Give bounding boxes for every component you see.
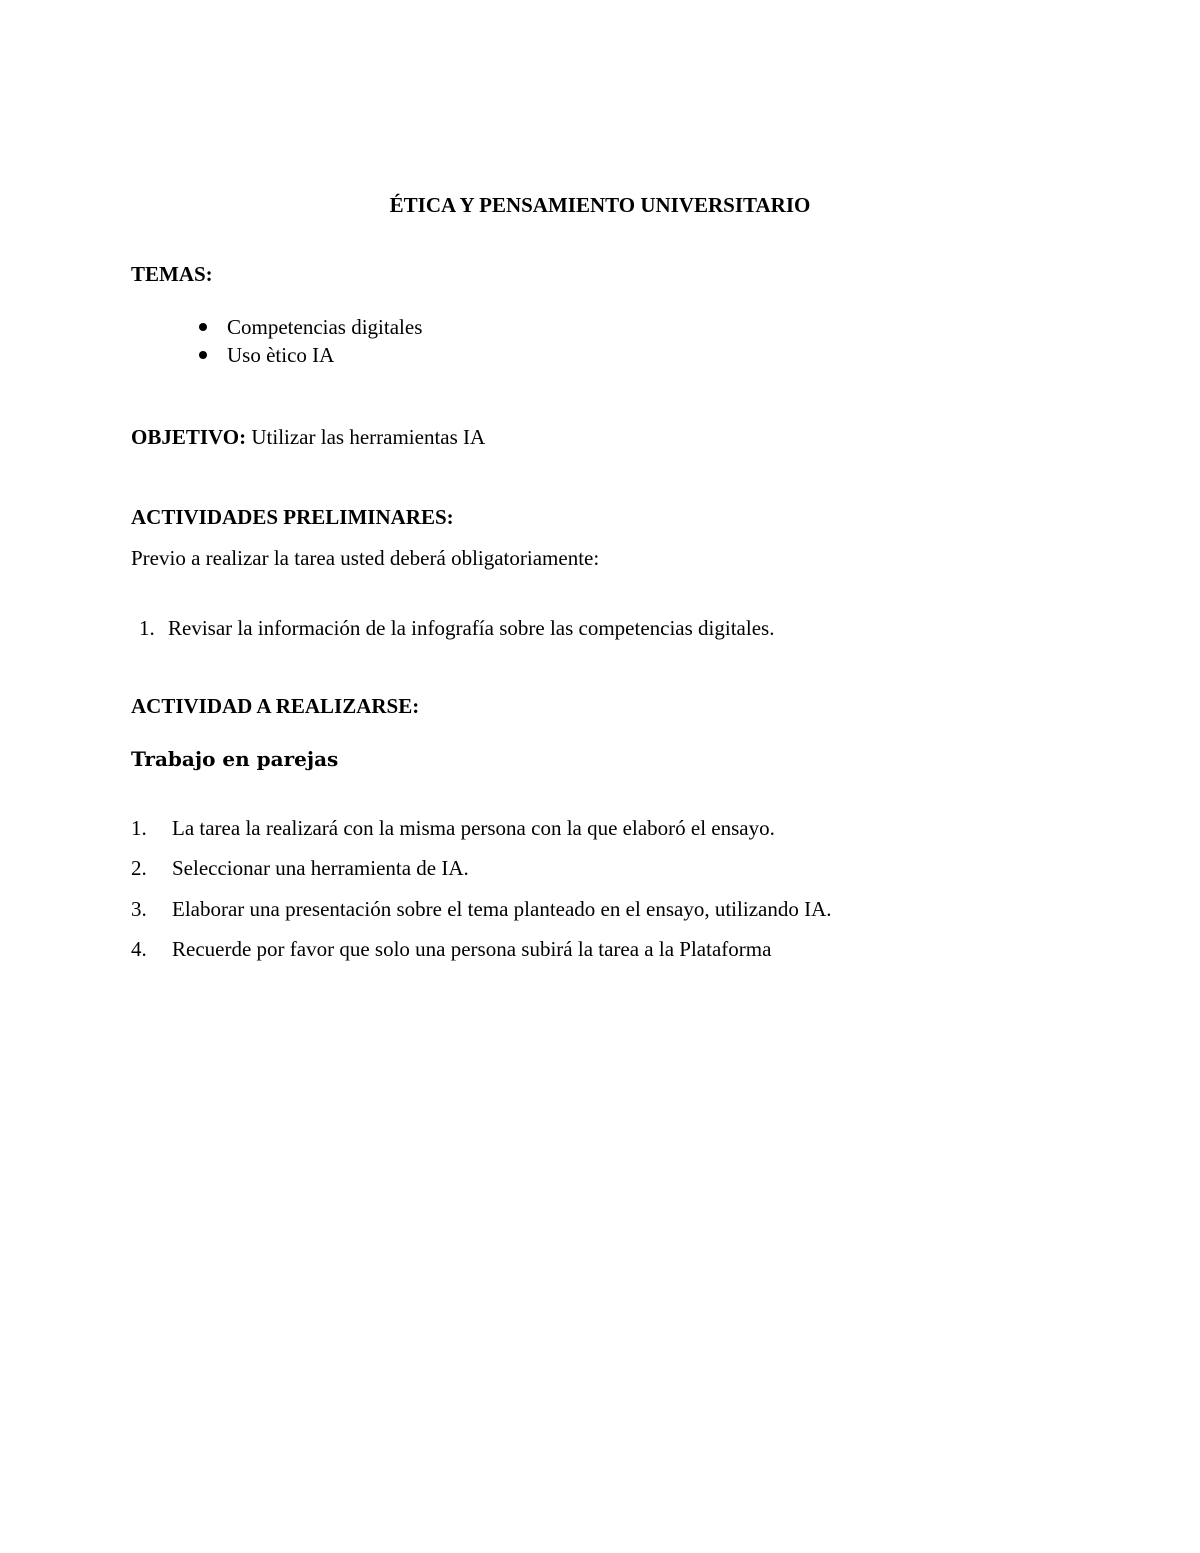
- list-item-text: Seleccionar una herramienta de IA.: [172, 856, 469, 880]
- bullet-icon: [199, 351, 207, 359]
- list-item-number: 4.: [131, 937, 147, 961]
- list-item-text: Elaborar una presentación sobre el tema planteado en el ensayo, utilizando IA.: [172, 897, 832, 921]
- list-item-number: 2.: [131, 856, 147, 880]
- temas-item-1: Competencias digitales: [227, 315, 423, 339]
- preliminares-intro: Previo a realizar la tarea usted deberá obligatoriamente:: [131, 546, 600, 570]
- document-title: ÉTICA Y PENSAMIENTO UNIVERSITARIO: [389, 193, 811, 217]
- temas-item-2: Uso ètico IA: [227, 343, 335, 367]
- actividad-heading: ACTIVIDAD A REALIZARSE:: [131, 694, 420, 718]
- actividad-subheading: Trabajo en parejas: [131, 747, 339, 771]
- list-item-text: Revisar la información de la infografía sobre las competencias digitales.: [168, 616, 775, 640]
- list-item-number: 1.: [139, 616, 155, 640]
- objetivo-line: [131, 427, 485, 448]
- preliminares-heading: ACTIVIDADES PRELIMINARES:: [131, 505, 454, 529]
- objetivo-text: Utilizar las herramientas IA: [251, 425, 486, 449]
- list-item-text: La tarea la realizará con la misma persona con la que elaboró el ensayo.: [172, 816, 775, 840]
- bullet-icon: [199, 323, 207, 331]
- temas-heading: TEMAS:: [131, 262, 213, 286]
- list-item-number: 1.: [131, 816, 147, 840]
- list-item-text: Recuerde por favor que solo una persona subirá la tarea a la Plataforma: [172, 937, 772, 961]
- objetivo-label: OBJETIVO:: [131, 425, 247, 449]
- list-item-number: 3.: [131, 897, 147, 921]
